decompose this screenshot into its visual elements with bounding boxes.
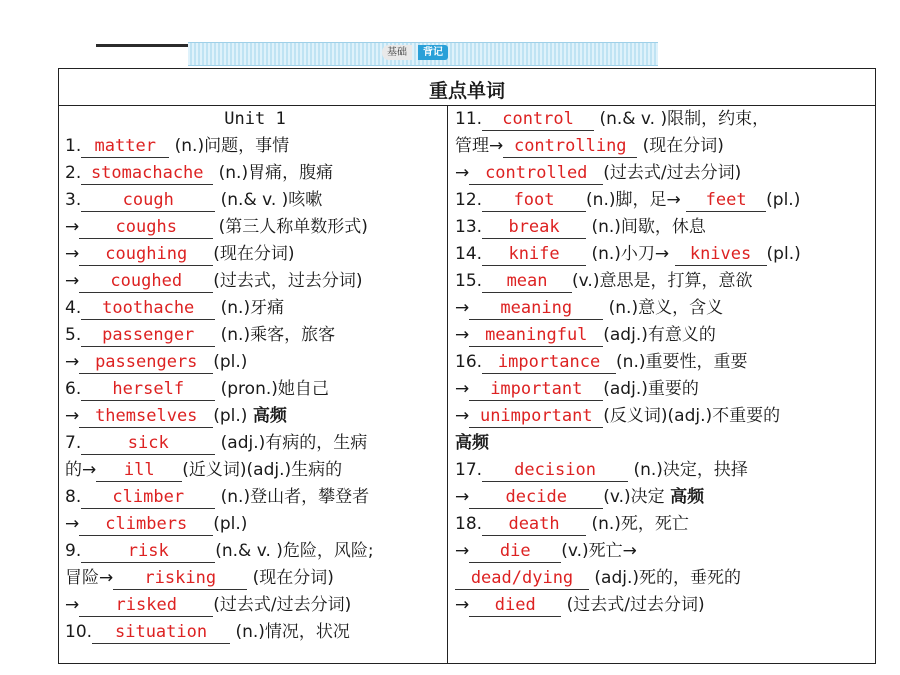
top-rule xyxy=(96,44,188,47)
vocab-line xyxy=(65,484,445,511)
line-prefix: → xyxy=(455,406,470,426)
line-definition: (pl.) xyxy=(766,244,801,264)
answer-blank: coughs xyxy=(79,216,213,239)
line-prefix: 12. xyxy=(455,190,483,210)
line-prefix: → xyxy=(65,217,80,237)
line-definition: (n.)重要性，重要 xyxy=(616,352,748,372)
line-prefix: 17. xyxy=(455,460,483,480)
vocab-line xyxy=(65,187,445,214)
line-definition: (过去式/过去分词) xyxy=(561,595,705,615)
line-prefix: → xyxy=(65,595,80,615)
answer-blank: died xyxy=(469,594,561,617)
vocab-line xyxy=(65,592,445,619)
line-definition: (现在分词) xyxy=(637,136,724,156)
answer-blank: dead/dying xyxy=(455,567,589,590)
vocab-line xyxy=(65,565,445,592)
line-prefix: 15. xyxy=(455,271,483,291)
vocab-line xyxy=(455,349,875,376)
line-prefix: → xyxy=(65,352,80,372)
vocab-line xyxy=(455,241,875,268)
table-title: 重点单词 xyxy=(59,69,875,106)
frequency-badge: 高频 xyxy=(252,406,287,426)
line-definition: (n.)问题，事情 xyxy=(169,136,290,156)
answer-blank: death xyxy=(482,513,586,536)
line-definition: (n.)死，死亡 xyxy=(586,514,689,534)
answer-blank: ill xyxy=(96,459,182,482)
line-definition: (pron.)她自己 xyxy=(215,379,329,399)
vocab-line xyxy=(65,322,445,349)
answer-blank: risked xyxy=(79,594,213,617)
vocab-line xyxy=(455,133,875,160)
line-definition: (n.& v. )咳嗽 xyxy=(215,190,323,210)
answer-blank: knife xyxy=(482,243,586,266)
line-definition: (n.)牙痛 xyxy=(215,298,285,318)
answer-blank: climber xyxy=(81,486,215,509)
line-prefix: 9. xyxy=(65,541,82,561)
vocab-line xyxy=(455,160,875,187)
line-definition: (n.)乘客，旅客 xyxy=(215,325,336,345)
line-definition: (现在分词) xyxy=(247,568,334,588)
vocab-line xyxy=(65,349,445,376)
answer-blank: meaningful xyxy=(469,324,603,347)
frequency-badge: 高频 xyxy=(455,433,489,453)
line-definition: (pl.) xyxy=(766,190,801,210)
answer-blank: controlled xyxy=(469,162,603,185)
line-definition: (n.& v. )限制，约束， xyxy=(594,109,770,129)
right-column xyxy=(455,106,875,619)
vocab-line xyxy=(455,457,875,484)
line-prefix: → xyxy=(455,541,470,561)
line-definition: (v.)死亡→ xyxy=(561,541,637,561)
answer-blank: coughing xyxy=(79,243,213,266)
line-prefix: → xyxy=(455,163,470,183)
vocab-line xyxy=(455,511,875,538)
line-prefix: 10. xyxy=(65,622,93,642)
line-definition: (n.)脚，足→ xyxy=(586,190,687,210)
line-prefix: 11. xyxy=(455,109,483,129)
vocab-line xyxy=(65,376,445,403)
vocab-line xyxy=(65,457,445,484)
answer-blank: important xyxy=(469,378,603,401)
vocab-line xyxy=(455,484,875,511)
line-definition: (n.)胃痛，腹痛 xyxy=(213,163,334,183)
vocab-line xyxy=(455,592,875,619)
line-prefix: 16. xyxy=(455,352,483,372)
vocab-line xyxy=(65,403,445,430)
line-definition: (n.)登山者，攀登者 xyxy=(215,487,370,507)
answer-blank: passenger xyxy=(81,324,215,347)
line-definition: (反义词)(adj.)不重要的 xyxy=(603,406,781,426)
line-prefix: 3. xyxy=(65,190,82,210)
line-definition: (n.)决定，抉择 xyxy=(628,460,748,480)
line-definition: (adj.)死的，垂死的 xyxy=(589,568,742,588)
vocab-line xyxy=(65,511,445,538)
answer-blank: foot xyxy=(482,189,586,212)
line-definition: (过去式/过去分词) xyxy=(213,595,352,615)
answer-blank: mean xyxy=(482,270,572,293)
line-definition: (pl.) xyxy=(213,514,248,534)
vocab-line xyxy=(455,565,875,592)
answer-blank: sick xyxy=(81,432,215,455)
banner-tag-basic: 基础 xyxy=(382,45,412,60)
column-divider xyxy=(447,106,448,663)
vocab-line xyxy=(65,430,445,457)
answer-blank: decide xyxy=(469,486,603,509)
line-prefix: 1. xyxy=(65,136,82,156)
line-definition: (过去式，过去分词) xyxy=(213,271,363,291)
line-prefix: → xyxy=(455,595,470,615)
vocab-line xyxy=(455,214,875,241)
banner-tag-memorize: 背记 xyxy=(418,45,448,60)
line-definition: (近义词)(adj.)生病的 xyxy=(182,460,343,480)
vocab-line xyxy=(65,268,445,295)
line-definition: (现在分词) xyxy=(213,244,295,264)
vocab-line xyxy=(455,268,875,295)
line-prefix: → xyxy=(455,298,470,318)
answer-blank: themselves xyxy=(79,405,213,428)
line-prefix: 管理→ xyxy=(455,136,504,156)
answer-blank: controlling xyxy=(503,135,637,158)
line-definition: (n.)小刀→ xyxy=(586,244,675,264)
line-prefix: → xyxy=(65,244,80,264)
answer-blank: situation xyxy=(92,621,230,644)
unit-heading: Unit 1 xyxy=(224,109,286,129)
line-prefix: → xyxy=(455,325,470,345)
vocab-line xyxy=(65,214,445,241)
answer-blank: matter xyxy=(81,135,169,158)
line-prefix: 2. xyxy=(65,163,82,183)
line-prefix: 的→ xyxy=(65,460,97,480)
line-prefix: 4. xyxy=(65,298,82,318)
answer-blank: control xyxy=(482,108,594,131)
answer-blank: risking xyxy=(113,567,247,590)
line-prefix: 13. xyxy=(455,217,483,237)
vocab-line xyxy=(455,376,875,403)
vocab-line xyxy=(65,133,445,160)
answer-blank: toothache xyxy=(81,297,215,320)
frequency-badge: 高频 xyxy=(670,487,705,507)
vocab-table xyxy=(58,68,876,664)
vocab-line xyxy=(455,538,875,565)
line-definition: (过去式/过去分词) xyxy=(603,163,742,183)
answer-blank: importance xyxy=(482,351,616,374)
line-prefix: 18. xyxy=(455,514,483,534)
vocab-line xyxy=(65,241,445,268)
line-prefix: → xyxy=(455,487,470,507)
line-prefix: 14. xyxy=(455,244,483,264)
answer-blank: die xyxy=(469,540,561,563)
vocab-line xyxy=(455,322,875,349)
answer-blank: herself xyxy=(81,378,215,401)
line-definition: (n.)情况，状况 xyxy=(230,622,350,642)
answer-blank: knives xyxy=(675,243,767,266)
line-definition: (n.)间歇，休息 xyxy=(586,217,706,237)
line-definition: (n.& v. )危险，风险; xyxy=(215,541,374,561)
line-prefix: 8. xyxy=(65,487,82,507)
line-definition: (第三人称单数形式) xyxy=(213,217,368,237)
answer-blank: cough xyxy=(81,189,215,212)
line-definition: (v.)决定 xyxy=(603,487,671,507)
answer-blank: meaning xyxy=(469,297,603,320)
vocab-line xyxy=(455,106,875,133)
answer-blank: feet xyxy=(686,189,766,212)
line-prefix: 6. xyxy=(65,379,82,399)
vocab-line xyxy=(65,160,445,187)
line-prefix: → xyxy=(65,271,80,291)
answer-blank: unimportant xyxy=(469,405,603,428)
line-definition: (n.)意义，含义 xyxy=(603,298,724,318)
line-definition: (adj.)有意义的 xyxy=(603,325,716,345)
line-prefix: 冒险→ xyxy=(65,568,114,588)
answer-blank: break xyxy=(482,216,586,239)
line-prefix: → xyxy=(65,406,80,426)
vocab-line xyxy=(65,619,445,646)
answer-blank: coughed xyxy=(79,270,213,293)
line-prefix: 7. xyxy=(65,433,82,453)
vocab-line xyxy=(455,403,875,430)
line-definition: (v.)意思是，打算，意欲 xyxy=(572,271,753,291)
vocab-line xyxy=(65,538,445,565)
line-definition: (adj.)有病的，生病 xyxy=(215,433,368,453)
line-prefix: → xyxy=(65,514,80,534)
answer-blank: decision xyxy=(482,459,628,482)
line-prefix: → xyxy=(455,379,470,399)
line-definition: (pl.) xyxy=(213,406,253,426)
line-prefix: 5. xyxy=(65,325,82,345)
vocab-line xyxy=(455,187,875,214)
vocab-line xyxy=(455,295,875,322)
vocab-line xyxy=(455,430,875,457)
answer-blank: climbers xyxy=(79,513,213,536)
answer-blank: stomachache xyxy=(81,162,213,185)
line-definition: (pl.) xyxy=(213,352,248,372)
answer-blank: risk xyxy=(81,540,215,563)
line-definition: (adj.)重要的 xyxy=(603,379,699,399)
left-column xyxy=(65,106,445,646)
answer-blank: passengers xyxy=(79,351,213,374)
vocab-line xyxy=(65,295,445,322)
